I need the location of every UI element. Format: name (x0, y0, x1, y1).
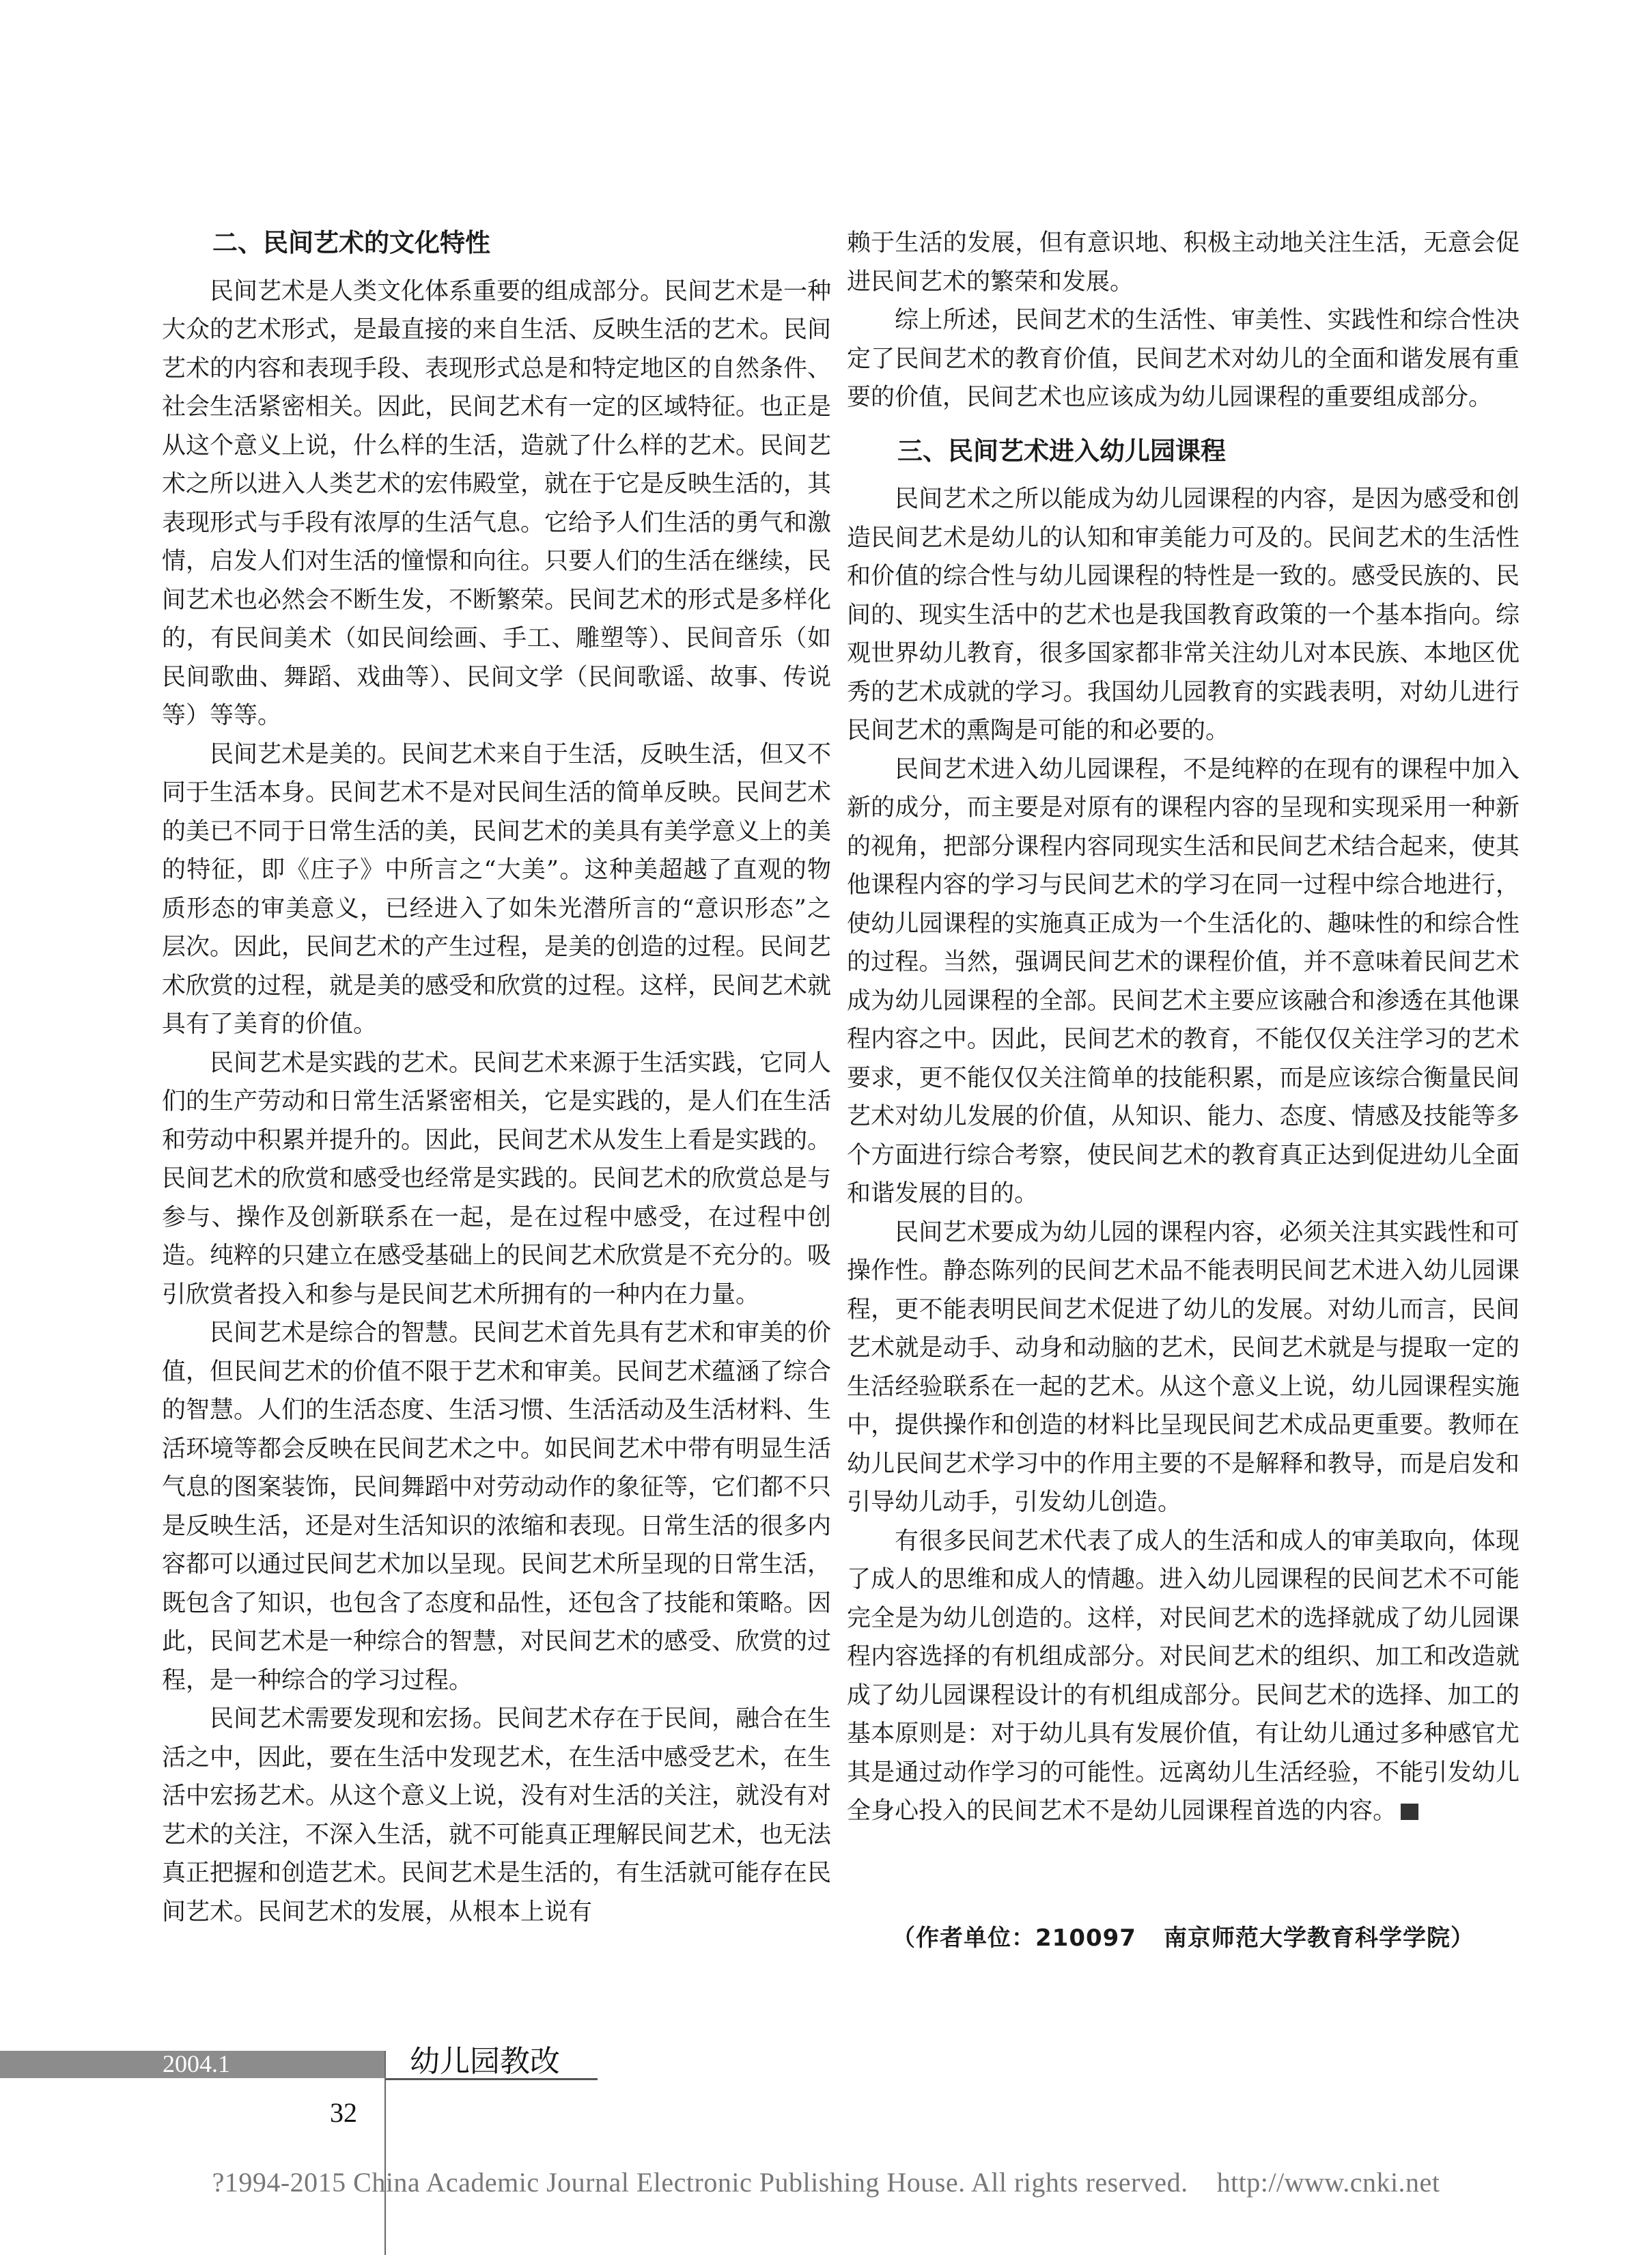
body-paragraph: 民间艺术进入幼儿园课程，不是纯粹的在现有的课程中加入新的成分，而主要是对原有的课程内容的呈现和实现采用一种新的视角，把部分课程内容同现实生活和民间艺术结合起来，使其他课程内容的学习与民间艺术的学习在同一过程中综合地进行，使幼儿园课程的实施真正成为一个生活化的、趣味性的和综合性的过程。当然，强调民间艺术的课程价值，并不意味着民间艺术成为幼儿园课程的全部。民间艺术主要应该融合和渗透在其他课程内容之中。因此，民间艺术的教育，不能仅仅关注学习的艺术要求，更不能仅仅关注简单的技能积累，而是应该综合衡量民间艺术对幼儿发展的价值，从知识、能力、态度、情感及技能等多个方面进行综合考察，使民间艺术的教育真正达到促进幼儿全面和谐发展的目的。 (847, 755, 1520, 1207)
body-paragraph: 民间艺术是综合的智慧。民间艺术首先具有艺术和审美的价值，但民间艺术的价值不限于艺术和审美。民间艺术蕴涵了综合的智慧。人们的生活态度、生活习惯、生活活动及生活材料、生活环境等都会反映在民间艺术之中。如民间艺术中带有明显生活气息的图案装饰，民间舞蹈中对劳动动作的象征等，它们都不只是反映生活，还是对生活知识的浓缩和表现。日常生活的很多内容都可以通过民间艺术加以呈现。民间艺术所呈现的日常生活，既包含了知识，也包含了态度和品性，还包含了技能和策略。因此，民间艺术是一种综合的智慧，对民间艺术的感受、欣赏的过程，是一种综合的学习过程。 (162, 1319, 832, 1694)
body-paragraph: 民间艺术需要发现和宏扬。民间艺术存在于民间，融合在生活之中，因此，要在生活中发现艺术，在生活中感受艺术，在生活中宏扬艺术。从这个意义上说，没有对生活的关注，就没有对艺术的关注，不深入生活，就不可能真正理解民间艺术，也无法真正把握和创造艺术。民间艺术是生活的，有生活就可能存在民间艺术。民间艺术的发展，从根本上说有 (162, 1705, 832, 1926)
body-paragraph (847, 1522, 1520, 1831)
summary-paragraph: 综上所述，民间艺术的生活性、审美性、实践性和综合性决定了民间艺术的教育价值，民间艺术对幼儿的全面和谐发展有重要的价值，民间艺术也应该成为幼儿园课程的重要组成部分。 (847, 307, 1520, 411)
journal-name: 幼儿园教改 (410, 2044, 560, 2079)
body-paragraph: 民间艺术是美的。民间艺术来自于生活，反映生活，但又不同于生活本身。民间艺术不是对民间生活的简单反映。民间艺术的美已不同于日常生活的美，民间艺术的美具有美学意义上的美的特征，即《庄子》中所言之“大美”。这种美超越了直观的物质形态的审美意义，已经进入了如朱光潜所言的“意识形态”之层次。因此，民间艺术的产生过程，是美的创造的过程。民间艺术欣赏的过程，就是美的感受和欣赏的过程。这样，民间艺术就具有了美育的价值。 (162, 740, 832, 1038)
final-paragraph-text: 有很多民间艺术代表了成人的生活和成人的审美取向，体现了成人的思维和成人的情趣。进入幼儿园课程的民间艺术不可能完全是为幼儿创造的。这样，对民间艺术的选择就成了幼儿园课程内容选择的有机组成部分。对民间艺术的组织、加工和改造就成了幼儿园课程设计的有机组成部分。民间艺术的选择、加工的基本原则是：对于幼儿具有发展价值，有让幼儿通过多种感官尤其是通过动作学习的可能性。远离幼儿生活经验，不能引发幼儿全身心投入的民间艺术不是幼儿园课程首选的内容。 (847, 1527, 1520, 1825)
copyright-notice: ?1994-2015 China Academic Journal Electronic Publishing House. All rights reserved. http://www.cnki.net (212, 2167, 1440, 2198)
body-paragraph: 民间艺术要成为幼儿园的课程内容，必须关注其实践性和可操作性。静态陈列的民间艺术品不能表明民间艺术进入幼儿园课程，更不能表明民间艺术促进了幼儿的发展。对幼儿而言，民间艺术就是动手、动身和动脑的艺术，民间艺术就是与提取一定的生活经验联系在一起的艺术。从这个意义上说，幼儿园课程实施中，提供操作和创造的材料比呈现民间艺术成品更重要。教师在幼儿民间艺术学习中的作用主要的不是解释和教导，而是启发和引导幼儿动手，引发幼儿创造。 (847, 1218, 1520, 1516)
author-postcode: （作者单位：210097 (892, 1924, 1136, 1952)
end-mark-icon (1401, 1804, 1418, 1820)
author-affiliation (847, 1919, 1520, 1952)
section-heading-2: 二、民间艺术的文化特性 (212, 228, 490, 257)
body-paragraph: 民间艺术之所以能成为幼儿园课程的内容，是因为感受和创造民间艺术是幼儿的认知和审美能力可及的。民间艺术的生活性和价值的综合性与幼儿园课程的特性是一致的。感受民族的、民间的、现实生活中的艺术也是我国教育政策的一个基本指向。综观世界幼儿教育，很多国家都非常关注幼儿对本民族、本地区优秀的艺术成就的学习。我国幼儿园教育的实践表明，对幼儿进行民间艺术的熏陶是可能的和必要的。 (847, 486, 1520, 744)
issue-date: 2004.1 (163, 2050, 230, 2077)
section-heading-3: 三、民间艺术进入幼儿园课程 (897, 436, 1226, 466)
author-institution: 南京师范大学教育科学学院） (1163, 1924, 1474, 1952)
page-number: 32 (330, 2097, 357, 2128)
continuation-paragraph: 赖于生活的发展，但有意识地、积极主动地关注生活，无意会促进民间艺术的繁荣和发展。 (847, 229, 1520, 296)
left-column (162, 224, 831, 1931)
body-paragraph: 民间艺术是人类文化体系重要的组成部分。民间艺术是一种大众的艺术形式，是最直接的来自生活、反映生活的艺术。民间艺术的内容和表现手段、表现形式总是和特定地区的自然条件、社会生活紧密相关。因此，民间艺术有一定的区域特征。也正是从这个意义上说，什么样的生活，造就了什么样的艺术。民间艺术之所以进入人类艺术的宏伟殿堂，就在于它是反映生活的，其表现形式与手段有浓厚的生活气息。它给予人们生活的勇气和激情，启发人们对生活的憧憬和向往。只要人们的生活在继续，民间艺术也必然会不断生发，不断繁荣。民间艺术的形式是多样化的，有民间美术（如民间绘画、手工、雕塑等）、民间音乐（如民间歌曲、舞蹈、戏曲等）、民间文学（民间歌谣、故事、传说等）等等。 (162, 277, 832, 729)
right-column (847, 224, 1520, 1831)
body-paragraph: 民间艺术是实践的艺术。民间艺术来源于生活实践，它同人们的生产劳动和日常生活紧密相关，它是实践的，是人们在生活和劳动中积累并提升的。因此，民间艺术从发生上看是实践的。民间艺术的欣赏和感受也经常是实践的。民间艺术的欣赏总是与参与、操作及创新联系在一起，是在过程中感受，在过程中创造。纯粹的只建立在感受基础上的民间艺术欣赏是不充分的。吸引欣赏者投入和参与是民间艺术所拥有的一种内在力量。 (162, 1049, 832, 1308)
footer-divider (384, 2051, 386, 2255)
